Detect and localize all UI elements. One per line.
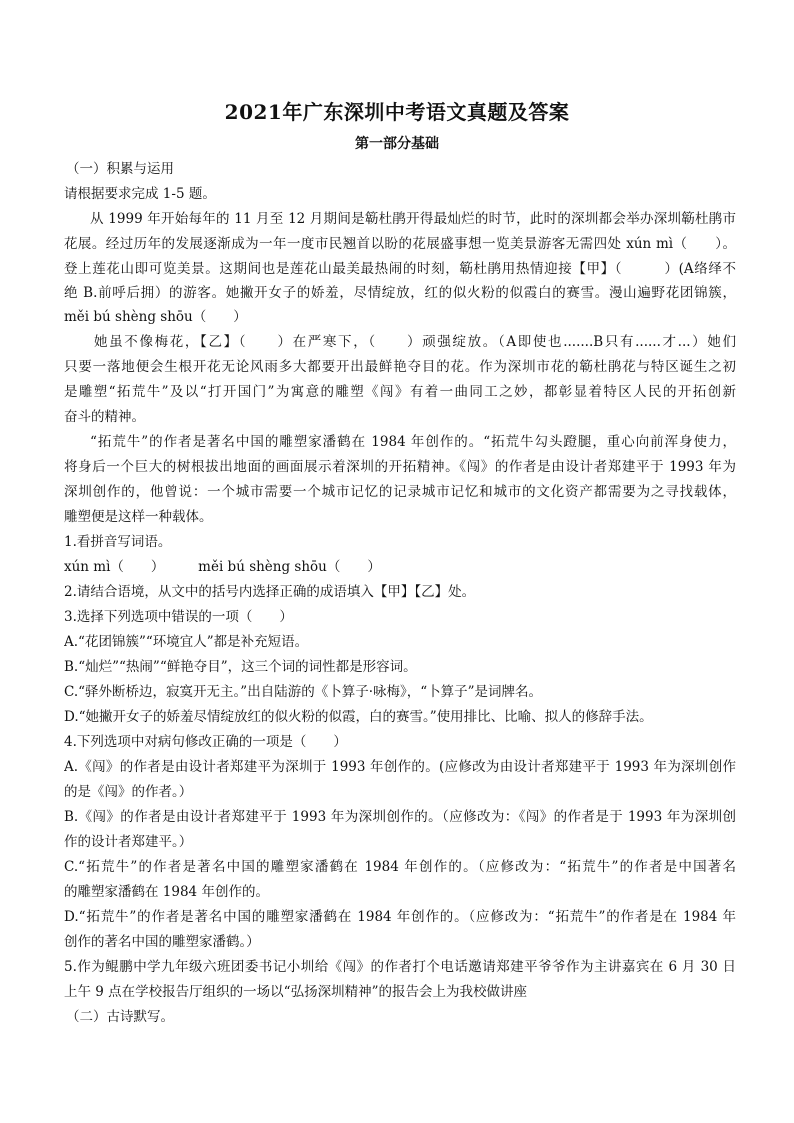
option-b: B.《闯》的作者是由设计者郑建平于 1993 年为深圳创作的。（应修改为：《闯》的作者是于 1993 年为深圳创 — [64, 809, 736, 825]
option-d-cont: 创作的著名中国的雕塑家潘鹤。） — [64, 934, 260, 950]
option-d: D.“拓荒牛”的作者是著名中国的雕塑家潘鹤在 1984 年创作的。（应修改为：“拓荒牛”的作者是在 1984 年 — [64, 909, 736, 925]
paragraph-line: 从 1999 年开始每年的 11 月至 12 月期间是簕杜鹃开得最灿烂的时节，此时的深圳都会举办深圳簕杜鹃市 — [90, 211, 736, 227]
option-d: D.“她撇开女子的娇羞尽情绽放红的似火粉的似霞，白的赛雪。”使用排比、比喻、拟人的修辞手法。 — [64, 709, 653, 725]
question-3: 3.选择下列选项中错误的一项（ ） — [64, 609, 293, 625]
paragraph-line: 花展。经过历年的发展逐渐成为一年一度市民翘首以盼的花展盛事想一览美景游客无需四处 xún mì（ ）。 — [64, 236, 736, 252]
question-1: 1.看拼音写词语。 — [64, 534, 172, 550]
question-5: 5.作为鲲鹏中学九年级六班团委书记小圳给《闯》的作者打个电话邀请郑建平爷爷作为主讲嘉宾在 6 月 30 日 — [64, 959, 736, 975]
question-2: 2.请结合语境，从文中的括号内选择正确的成语填入【甲】【乙】处。 — [64, 584, 476, 600]
option-b-cont: 作的设计者郑建平。） — [64, 834, 193, 850]
question-5-cont: 上午 9 点在学校报告厅组织的一场以“弘扬深圳精神”的报告会上为我校做讲座 — [64, 984, 527, 1000]
option-c: C.“拓荒牛”的作者是著名中国的雕塑家潘鹤在 1984 年创作的。（应修改为：“拓荒牛”的作者是中国著名 — [64, 859, 736, 875]
section-label: （一）积累与运用 — [66, 161, 174, 177]
section-label: （二）古诗默写。 — [66, 1009, 174, 1025]
paragraph-line: 她虽不像梅花，【乙】（ ）在严寒下，（ ）顽强绽放。（A即使也.......B只有......才...）她们 — [94, 334, 736, 350]
paragraph-line: 将身后一个巨大的树根拔出地面的画面展示着深圳的开拓精神。《闯》的作者是由设计者郑建平于 1993 年为 — [64, 459, 736, 475]
option-a-cont: 的是《闯》的作者。） — [64, 784, 193, 800]
paragraph-line: 是雕塑“拓荒牛”及以“打开国门”为寓意的雕塑《闯》有着一曲同工之妙，都彰显着特区人民的开拓创新 — [64, 384, 736, 400]
page-title: 2021年广东深圳中考语文真题及答案 — [224, 100, 570, 124]
paragraph-line: 深圳创作的，他曾说：一个城市需要一个城市记忆的记录城市记忆和城市的文化资产都需要为之寻找载体， — [64, 484, 736, 500]
paragraph-line: “拓荒牛”的作者是著名中国的雕塑家潘鹤在 1984 年创作的。“拓荒牛勾头蹬腿，重心向前浑身使力， — [90, 434, 736, 450]
question-1-blanks: xún mì（ ） měi bú shèng shōu（ ） — [64, 559, 381, 575]
paragraph-line: 登上莲花山即可览美景。这期间也是莲花山最美最热闹的时刻，簕杜鹃用热情迎接【甲】（ ）(A络绎不 — [64, 261, 736, 277]
paragraph-line: 绝 B.前呼后拥）的游客。她撇开女子的娇羞，尽情绽放，红的似火粉的似霞白的赛雪。漫山遍野花团锦簇， — [64, 285, 736, 301]
instruction-line: 请根据要求完成 1-5 题。 — [64, 186, 216, 202]
section-heading: 第一部分基础 — [355, 136, 439, 152]
question-4: 4.下列选项中对病句修改正确的一项是（ ） — [64, 734, 347, 750]
paragraph-line: 只要一落地便会生根开花无论风雨多大都要开出最鲜艳夺目的花。作为深圳市花的簕杜鹃花与特区诞生之初 — [64, 359, 736, 375]
option-a: A.《闯》的作者是由设计者郑建平为深圳于 1993 年创作的。(应修改为由设计者郑建平于 1993 年为深圳创作 — [64, 759, 736, 775]
option-b: B.“灿烂”“热闹”“鲜艳夺目”，这三个词的词性都是形容词。 — [64, 659, 417, 675]
option-c: C.“驿外断桥边，寂寞开无主。”出自陆游的《卜算子·咏梅》，“卜算子”是词牌名。 — [64, 684, 543, 700]
paragraph-line: 奋斗的精神。 — [64, 409, 145, 425]
paragraph-line: měi bú shèng shōu（ ） — [64, 309, 247, 325]
option-a: A.“花团锦簇”“环境宜人”都是补充短语。 — [64, 634, 309, 650]
paragraph-line: 雕塑便是这样一种载体。 — [64, 509, 213, 525]
option-c-cont: 的雕塑家潘鹤在 1984 年创作的。 — [64, 884, 269, 900]
